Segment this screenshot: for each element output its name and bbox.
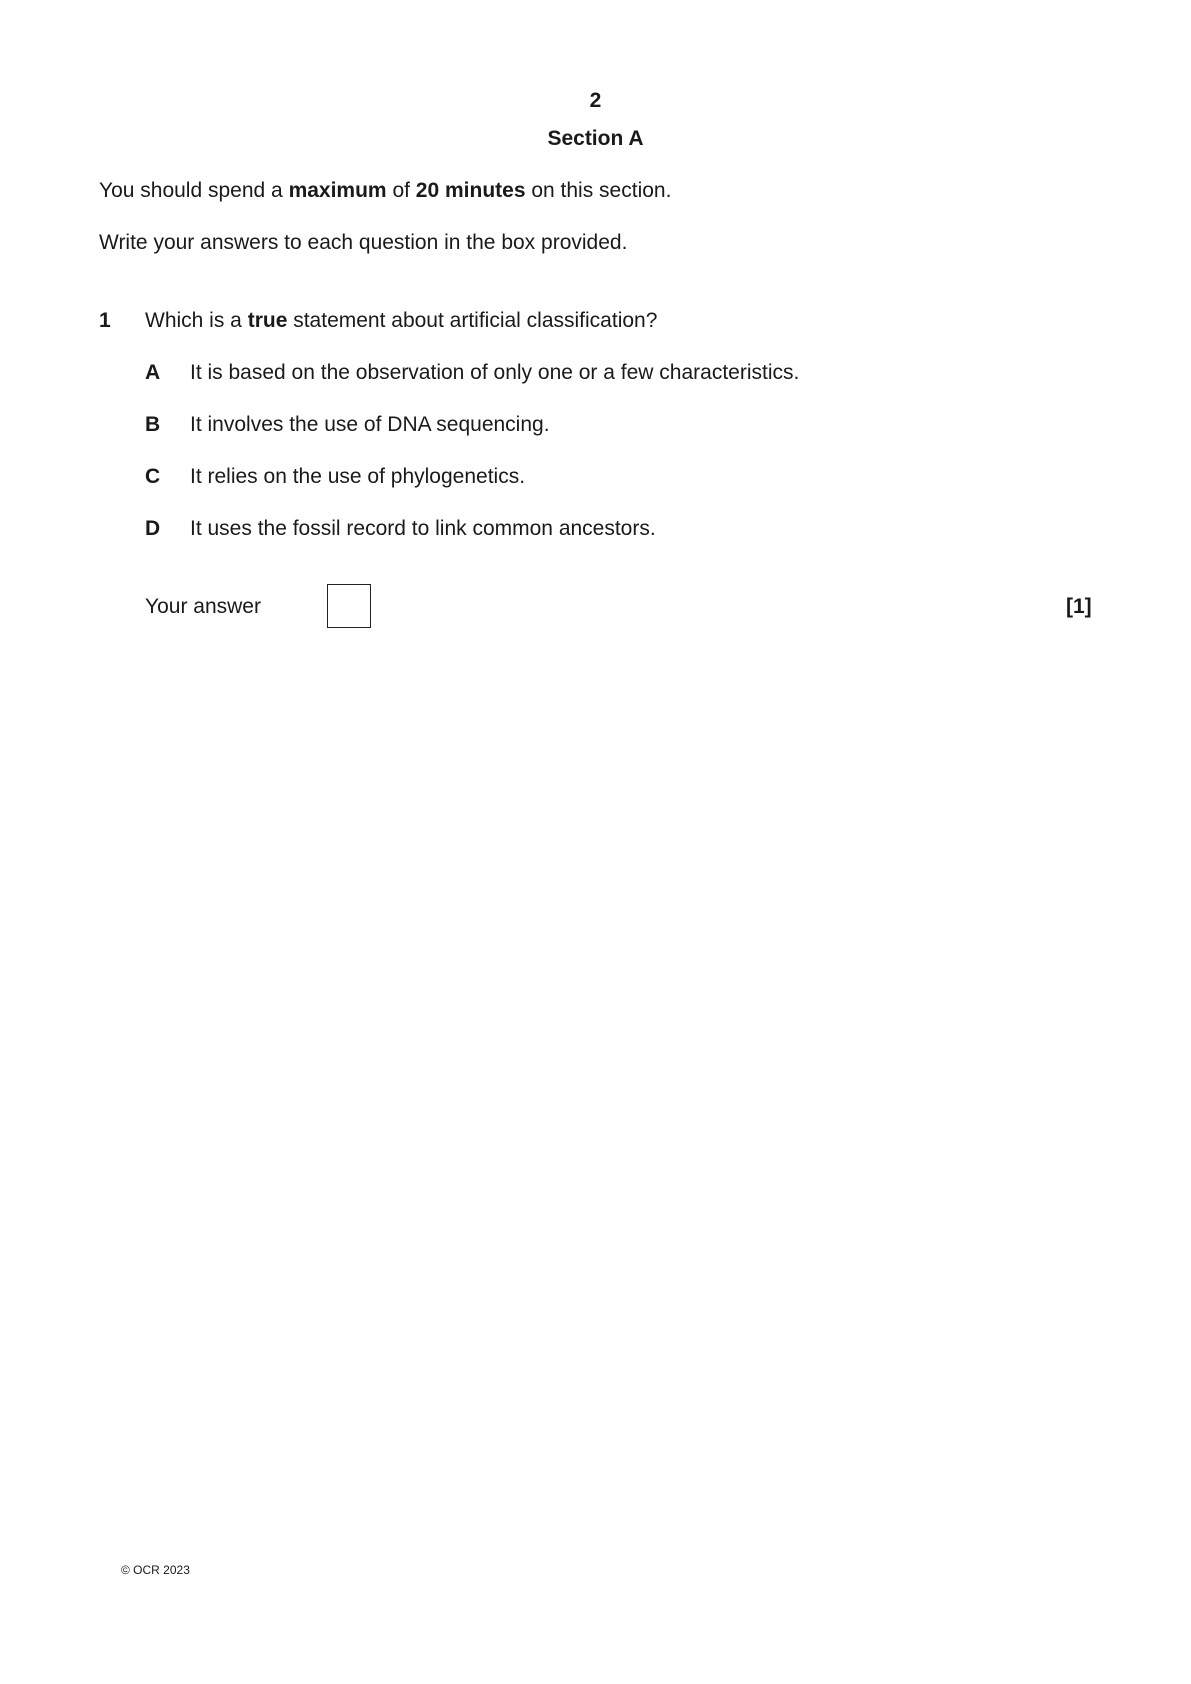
- copyright-notice: © OCR 2023: [121, 1563, 190, 1577]
- question-stem: [145, 309, 657, 333]
- time-instruction-text: on this section.: [525, 179, 672, 202]
- option-letter: C: [145, 465, 161, 488]
- time-instruction-text: You should spend a: [99, 179, 289, 202]
- option-letter: D: [145, 517, 161, 540]
- option-letter: B: [145, 413, 161, 436]
- question-stem-text: Which is a: [145, 309, 248, 332]
- time-instruction-emphasis-maximum: maximum: [288, 179, 387, 202]
- option-letter: A: [145, 361, 161, 384]
- section-title: Section A: [547, 127, 644, 150]
- option-text: It relies on the use of phylogenetics.: [190, 465, 526, 488]
- question-number: 1: [99, 309, 111, 332]
- option-c: [145, 465, 525, 489]
- answer-instruction: Write your answers to each question in the box provided.: [99, 231, 628, 254]
- time-instruction-emphasis-minutes: 20 minutes: [415, 179, 526, 202]
- option-text: It involves the use of DNA sequencing.: [190, 413, 550, 436]
- question-stem-emphasis: true: [247, 309, 288, 332]
- question-stem-text: statement about artificial classification?: [287, 309, 658, 332]
- page-number: 2: [589, 89, 602, 112]
- option-text: It is based on the observation of only one or a few characteristics.: [190, 361, 800, 384]
- answer-box[interactable]: [327, 584, 371, 628]
- option-text: It uses the fossil record to link common ancestors.: [190, 517, 656, 540]
- marks-allocation: [1]: [1066, 595, 1092, 618]
- option-d: [145, 517, 656, 541]
- time-instruction: [99, 179, 671, 203]
- time-instruction-text: of: [386, 179, 416, 202]
- answer-label: Your answer: [145, 595, 261, 618]
- option-a: [145, 361, 799, 385]
- option-b: [145, 413, 550, 437]
